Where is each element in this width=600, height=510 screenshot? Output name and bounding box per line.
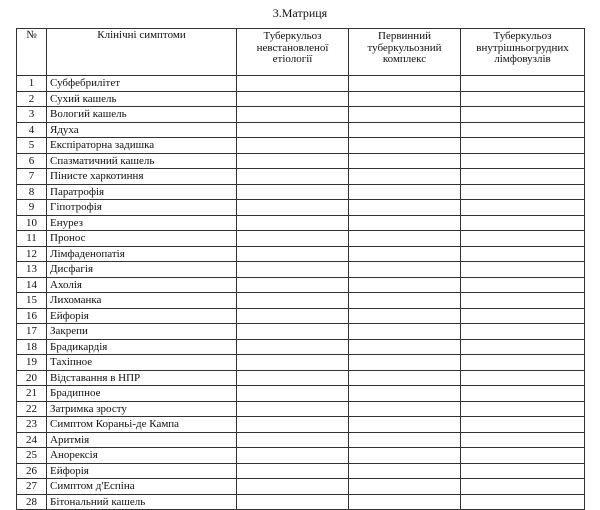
cell-tb-unknown-etiology [237,262,349,278]
row-number: 7 [17,169,47,185]
header-clinical-symptoms: Клінічні симптоми [47,29,237,76]
cell-tb-unknown-etiology [237,215,349,231]
cell-tb-intrathoracic-lymph-nodes [461,231,585,247]
cell-tb-unknown-etiology [237,169,349,185]
cell-primary-tb-complex [349,479,461,495]
row-number: 12 [17,246,47,262]
row-symptom: Відставання в НПР [47,370,237,386]
table-body [17,76,585,510]
cell-tb-unknown-etiology [237,153,349,169]
row-number: 5 [17,138,47,154]
cell-tb-unknown-etiology [237,479,349,495]
cell-tb-intrathoracic-lymph-nodes [461,479,585,495]
document-title: 3.Матриця [272,6,328,20]
cell-tb-unknown-etiology [237,386,349,402]
cell-tb-intrathoracic-lymph-nodes [461,417,585,433]
cell-tb-unknown-etiology [237,401,349,417]
row-number: 20 [17,370,47,386]
table-row [17,231,585,247]
cell-tb-intrathoracic-lymph-nodes [461,107,585,123]
cell-tb-unknown-etiology [237,448,349,464]
table-row [17,355,585,371]
cell-tb-unknown-etiology [237,432,349,448]
table-row [17,200,585,216]
row-symptom: Лімфаденопатія [47,246,237,262]
row-number: 21 [17,386,47,402]
header-tb-unknown-etiology: Туберкульоз невстановленої етіології [237,29,349,76]
cell-tb-intrathoracic-lymph-nodes [461,262,585,278]
row-symptom: Симптом д'Еспіна [47,479,237,495]
cell-primary-tb-complex [349,231,461,247]
cell-primary-tb-complex [349,138,461,154]
header-number: № [17,29,47,76]
cell-primary-tb-complex [349,401,461,417]
table-row [17,246,585,262]
cell-tb-unknown-etiology [237,91,349,107]
cell-tb-intrathoracic-lymph-nodes [461,370,585,386]
cell-primary-tb-complex [349,91,461,107]
cell-tb-unknown-etiology [237,246,349,262]
row-symptom: Ейфорія [47,308,237,324]
cell-primary-tb-complex [349,324,461,340]
row-number: 19 [17,355,47,371]
row-number: 17 [17,324,47,340]
cell-primary-tb-complex [349,277,461,293]
row-number: 24 [17,432,47,448]
row-number: 27 [17,479,47,495]
row-symptom: Гіпотрофія [47,200,237,216]
row-symptom: Тахіпное [47,355,237,371]
table-row [17,277,585,293]
cell-tb-unknown-etiology [237,107,349,123]
cell-primary-tb-complex [349,370,461,386]
cell-tb-intrathoracic-lymph-nodes [461,308,585,324]
table-row [17,184,585,200]
cell-tb-intrathoracic-lymph-nodes [461,324,585,340]
cell-tb-unknown-etiology [237,293,349,309]
row-symptom: Брадикардія [47,339,237,355]
cell-primary-tb-complex [349,339,461,355]
cell-tb-unknown-etiology [237,277,349,293]
cell-tb-intrathoracic-lymph-nodes [461,200,585,216]
row-number: 16 [17,308,47,324]
row-number: 18 [17,339,47,355]
table-row [17,494,585,510]
cell-tb-intrathoracic-lymph-nodes [461,293,585,309]
cell-tb-intrathoracic-lymph-nodes [461,138,585,154]
table-row [17,370,585,386]
table-header-row [17,29,585,76]
cell-tb-unknown-etiology [237,200,349,216]
cell-tb-intrathoracic-lymph-nodes [461,91,585,107]
row-number: 22 [17,401,47,417]
table-row [17,215,585,231]
cell-primary-tb-complex [349,432,461,448]
cell-tb-intrathoracic-lymph-nodes [461,494,585,510]
row-symptom: Анорексія [47,448,237,464]
row-symptom: Експіраторна задишка [47,138,237,154]
cell-tb-unknown-etiology [237,355,349,371]
row-symptom: Сухий кашель [47,91,237,107]
table-row [17,339,585,355]
row-number: 11 [17,231,47,247]
cell-primary-tb-complex [349,386,461,402]
row-symptom: Ейфорія [47,463,237,479]
cell-tb-unknown-etiology [237,308,349,324]
table-row [17,169,585,185]
cell-primary-tb-complex [349,200,461,216]
cell-primary-tb-complex [349,355,461,371]
cell-tb-intrathoracic-lymph-nodes [461,246,585,262]
cell-primary-tb-complex [349,184,461,200]
cell-tb-unknown-etiology [237,370,349,386]
cell-primary-tb-complex [349,494,461,510]
table-row [17,448,585,464]
cell-tb-intrathoracic-lymph-nodes [461,448,585,464]
row-number: 10 [17,215,47,231]
cell-tb-intrathoracic-lymph-nodes [461,463,585,479]
row-symptom: Вологий кашель [47,107,237,123]
table-row [17,262,585,278]
table-row [17,76,585,92]
row-number: 4 [17,122,47,138]
row-symptom: Закрепи [47,324,237,340]
header-primary-tb-complex: Первинний туберкульозний комплекс [349,29,461,76]
row-number: 26 [17,463,47,479]
table-row [17,417,585,433]
cell-tb-unknown-etiology [237,76,349,92]
row-number: 13 [17,262,47,278]
cell-tb-intrathoracic-lymph-nodes [461,215,585,231]
cell-primary-tb-complex [349,76,461,92]
cell-tb-unknown-etiology [237,339,349,355]
row-symptom: Пінисте харкотиння [47,169,237,185]
table-row [17,386,585,402]
cell-tb-intrathoracic-lymph-nodes [461,153,585,169]
table-row [17,432,585,448]
row-symptom: Паратрофія [47,184,237,200]
cell-tb-unknown-etiology [237,417,349,433]
row-symptom: Аритмія [47,432,237,448]
table-row [17,479,585,495]
row-symptom: Спазматичний кашель [47,153,237,169]
cell-tb-unknown-etiology [237,138,349,154]
row-symptom: Бітональний кашель [47,494,237,510]
table-row [17,153,585,169]
cell-tb-unknown-etiology [237,184,349,200]
row-number: 15 [17,293,47,309]
cell-tb-intrathoracic-lymph-nodes [461,386,585,402]
row-symptom: Ахолія [47,277,237,293]
cell-primary-tb-complex [349,169,461,185]
row-number: 6 [17,153,47,169]
table-row [17,293,585,309]
table-row [17,324,585,340]
cell-tb-intrathoracic-lymph-nodes [461,401,585,417]
row-number: 1 [17,76,47,92]
cell-tb-intrathoracic-lymph-nodes [461,432,585,448]
cell-primary-tb-complex [349,417,461,433]
cell-tb-intrathoracic-lymph-nodes [461,122,585,138]
cell-primary-tb-complex [349,463,461,479]
symptom-matrix-table [16,28,585,510]
row-number: 9 [17,200,47,216]
cell-tb-unknown-etiology [237,231,349,247]
table-row [17,107,585,123]
cell-tb-unknown-etiology [237,324,349,340]
table-row [17,308,585,324]
row-symptom: Пронос [47,231,237,247]
row-symptom: Брадипное [47,386,237,402]
row-symptom: Симптом Кораньі-де Кампа [47,417,237,433]
row-symptom: Ядуха [47,122,237,138]
cell-tb-intrathoracic-lymph-nodes [461,339,585,355]
row-number: 25 [17,448,47,464]
row-number: 3 [17,107,47,123]
row-number: 23 [17,417,47,433]
cell-tb-unknown-etiology [237,463,349,479]
cell-primary-tb-complex [349,448,461,464]
cell-primary-tb-complex [349,153,461,169]
row-symptom: Дисфагія [47,262,237,278]
cell-tb-intrathoracic-lymph-nodes [461,355,585,371]
row-symptom: Енурез [47,215,237,231]
row-number: 8 [17,184,47,200]
cell-primary-tb-complex [349,122,461,138]
cell-tb-unknown-etiology [237,122,349,138]
cell-tb-intrathoracic-lymph-nodes [461,184,585,200]
row-number: 2 [17,91,47,107]
row-symptom: Лихоманка [47,293,237,309]
cell-primary-tb-complex [349,308,461,324]
row-symptom: Затримка зросту [47,401,237,417]
cell-primary-tb-complex [349,107,461,123]
table-row [17,401,585,417]
cell-primary-tb-complex [349,246,461,262]
table-row [17,463,585,479]
cell-primary-tb-complex [349,293,461,309]
cell-tb-intrathoracic-lymph-nodes [461,76,585,92]
row-number: 14 [17,277,47,293]
cell-primary-tb-complex [349,262,461,278]
table-row [17,122,585,138]
cell-primary-tb-complex [349,215,461,231]
header-tb-intrathoracic-lymph-nodes: Туберкульоз внутрішньогрудних лімфовузлів [461,29,585,76]
cell-tb-intrathoracic-lymph-nodes [461,277,585,293]
row-number: 28 [17,494,47,510]
row-symptom: Субфебрилітет [47,76,237,92]
table-row [17,91,585,107]
cell-tb-intrathoracic-lymph-nodes [461,169,585,185]
cell-tb-unknown-etiology [237,494,349,510]
table-row [17,138,585,154]
